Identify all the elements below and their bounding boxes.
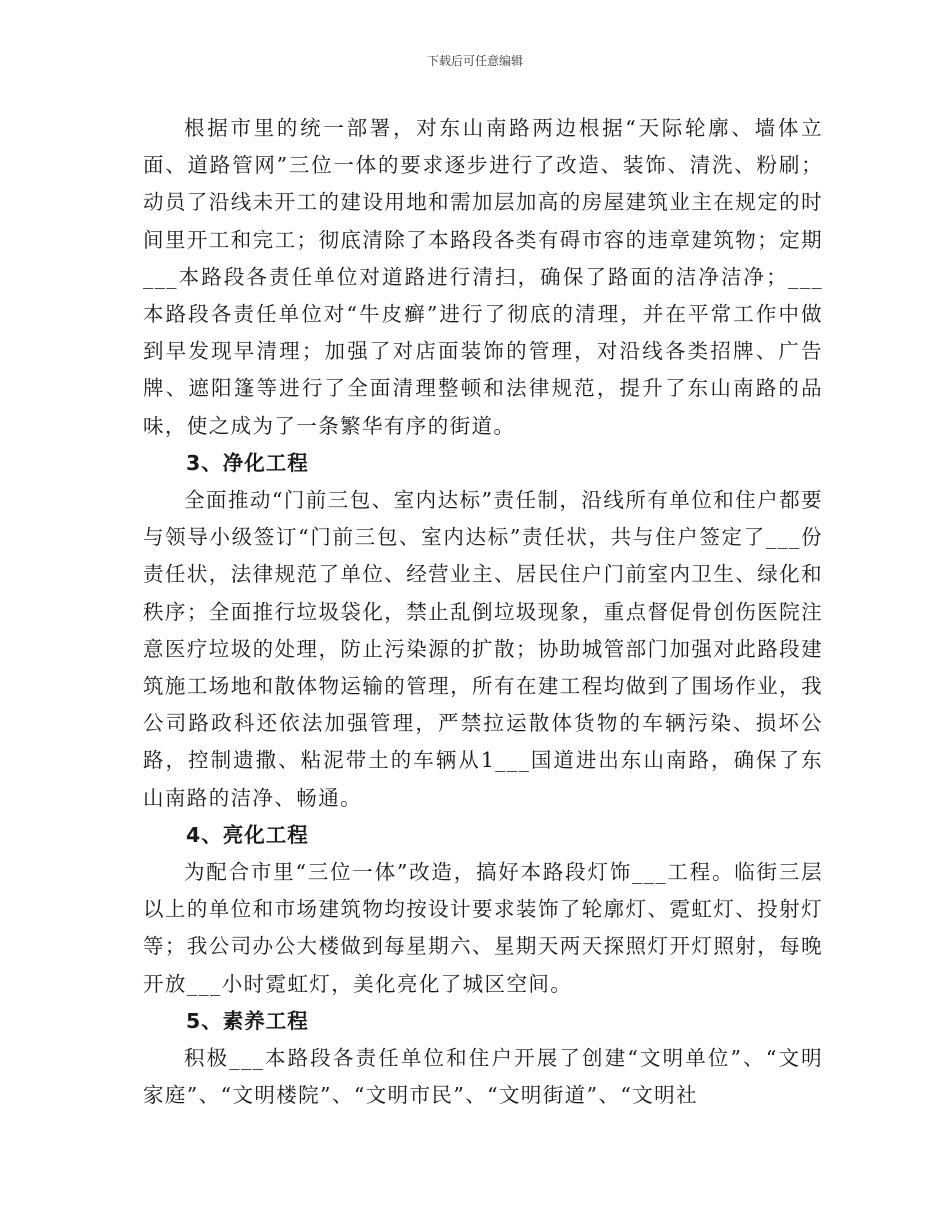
document-body <box>143 110 823 1114</box>
heading-lighting: 4、亮化工程 <box>186 822 309 847</box>
paragraph-purification: 全面推动“门前三包、室内达标”责任制，沿线所有单位和住户都要与领导小级签订“门前三包、室内达标”责任状，共与住户签定了___份责任状，法律规范了单位、经营业主、居民住户门前室内卫生、绿化和秩序；全面推行垃圾袋化，禁止乱倒垃圾现象，重点督促骨创伤医院注意医疗垃圾的处理，防止污染源的扩散；协助城管部门加强对此路段建筑施工场地和散体物运输的管理，所有在建工程均做到了围场作业，我公司路政科还依法加强管理，严禁拉运散体货物的车辆污染、损坏公路，控制遗撒、粘泥带土的车辆从1___国道进出东山南路，确保了东山南路的洁净、畅通。 <box>143 488 823 810</box>
heading-purification: 3、净化工程 <box>186 450 309 475</box>
heading-civility: 5、素养工程 <box>186 1008 309 1033</box>
paragraph-civility: 积极___本路段各责任单位和住户开展了创建“文明单位”、“文明家庭”、“文明楼院”、“文明市民”、“文明街道”、“文明社 <box>143 1046 823 1108</box>
paragraph-renovation: 根据市里的统一部署，对东山南路两边根据“天际轮廓、墙体立面、道路管网”三位一体的要求逐步进行了改造、装饰、清洗、粉刷；动员了沿线未开工的建设用地和需加层加高的房屋建筑业主在规定的时间里开工和完工；彻底清除了本路段各类有碍市容的违章建筑物；定期___本路段各责任单位对道路进行清扫，确保了路面的洁净洁净；___本路段各责任单位对“牛皮癣”进行了彻底的清理，并在平常工作中做到早发现早清理；加强了对店面装饰的管理，对沿线各类招牌、广告牌、遮阳篷等进行了全面清理整顿和法律规范，提升了东山南路的品味，使之成为了一条繁华有序的街道。 <box>143 116 823 438</box>
paragraph-lighting: 为配合市里“三位一体”改造，搞好本路段灯饰___工程。临街三层以上的单位和市场建筑物均按设计要求装饰了轮廓灯、霓虹灯、投射灯等；我公司办公大楼做到每星期六、星期天两天探照灯开灯照射，每晚开放___小时霓虹灯，美化亮化了城区空间。 <box>143 860 823 996</box>
page-header-note: 下载后可任意编辑 <box>426 54 523 68</box>
